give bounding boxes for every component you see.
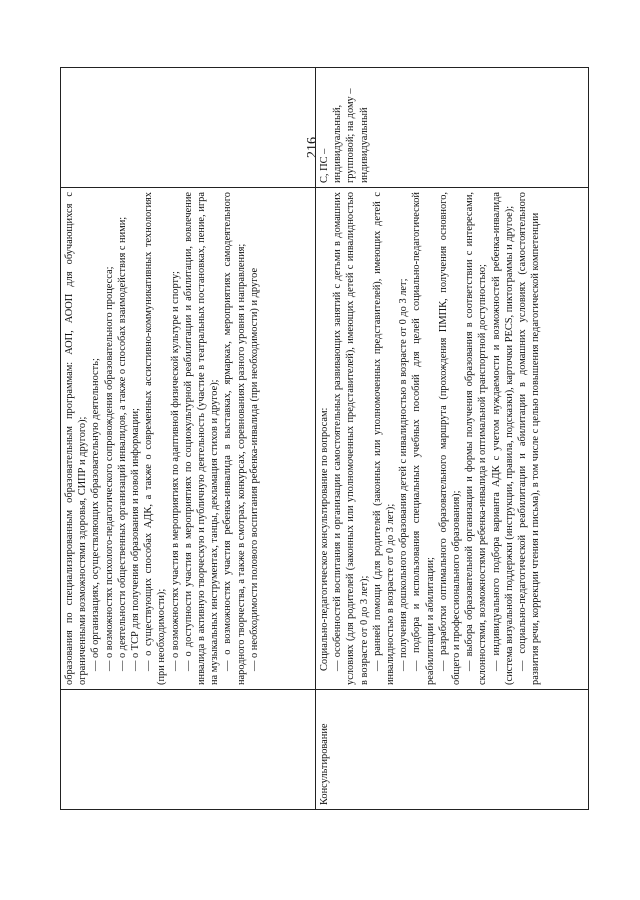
- document-table: [60, 67, 589, 810]
- description-line: — о необходимости полового воспитания ребенка-инвалида (при необходимости) и другое: [248, 267, 260, 671]
- description-line: — подбора и использования специальных учебных пособий для целей социально-педагогической реабилитации и абилитации;: [411, 192, 436, 685]
- description-line: — о возможностях участия ребенка-инвалида в выставках, ярмарках, мероприятиях самодеятельного народного творчества, а также в смотрах, конкурсах, соревнованиях разного уровня и направления;: [222, 192, 247, 685]
- description-line: — о существующих способах АДК, а также о современных ассистивно-коммуникативных технологиях (при необходимости);: [143, 192, 168, 685]
- service-name-cell: [61, 690, 316, 810]
- description-line: — о возможностях участия в мероприятиях по адаптивной физической культуре и спорту;: [169, 271, 181, 671]
- description-line: Социально-педагогическое консультирование по вопросам:: [319, 407, 330, 671]
- description-line: — о доступности участия в мероприятиях по социокультурной реабилитации и абилитации, вовлечение инвалида в активную творческую и публичную деятельность (участие в театральных постановках, пение, игра на музыкальных инструментах, танцы, декламация стихов и другое);: [182, 192, 221, 685]
- description-line: — о ТСР для получения образования и новой информации;: [130, 408, 142, 671]
- description-line: — ранней помощи (для родителей (законных или уполномоченных представителей), имеющих детей с инвалидностью в возрасте от 0 до 3 лет);: [371, 192, 397, 685]
- page-number: 216: [305, 137, 320, 159]
- service-description-cell: [61, 188, 316, 690]
- description-line: — индивидуального подбора варианта АДК с учетом нуждаемости и возможностей ребенка-инвалида (система визуальной поддержки (инструкции, правила, подсказки), карточки PECS, пиктограммы и другое);: [490, 192, 515, 685]
- service-format: С, ПС – индивидуальный, групповой; на дому – индивидуальный: [319, 88, 370, 183]
- description-line: — социально-педагогической реабилитации и абилитации в домашних условиях (самостоятельного развития речи, коррекции чтения и письма), в том числе с целью повышения педагогической компетенции: [517, 192, 542, 685]
- service-name-cell: [316, 690, 589, 810]
- table-row: [61, 68, 316, 810]
- service-name: Консультирование: [319, 723, 330, 805]
- description-line: образования по специализированным образовательным программам: АОП, АООП для обучающихся с ограниченными возможностями здоровья, СИПР и другого);: [64, 192, 89, 685]
- description-line: — об организациях, осуществляющих образовательную деятельность;: [90, 358, 102, 671]
- description-line: — о деятельности общественных организаций инвалидов, а также о способах взаимодействия с ними;: [116, 216, 128, 671]
- service-description-cell: [316, 188, 589, 690]
- description-line: — особенностей воспитания и организации самостоятельных развивающих занятий с детьми в домашних условиях (для родителей (законных или уполномоченных представителей), имеющих детей с инвалидностью в возрасте от 0 до 3 лет);: [332, 192, 370, 685]
- rotated-page-content: [60, 68, 588, 810]
- service-format-cell: [61, 68, 316, 188]
- description-line: — получения дошкольного образования детей с инвалидностью в возрасте от 0 до 3 лет;: [398, 278, 410, 671]
- description-line: — разработки оптимального образовательного маршрута (прохождения ПМПК, получения основного, общего и профессионального образования);: [437, 192, 463, 685]
- description-line: — о возможностях психолого-педагогического сопровождения образовательного процесса;: [103, 266, 115, 671]
- table-row: [316, 68, 589, 810]
- description-line: — выбора образовательной организации и формы получения образования в соответствии с интересами, склонностями, возможностями ребенка-инвалида и оптимальной транспортной доступностью;: [464, 192, 489, 685]
- service-format-cell: [316, 68, 589, 188]
